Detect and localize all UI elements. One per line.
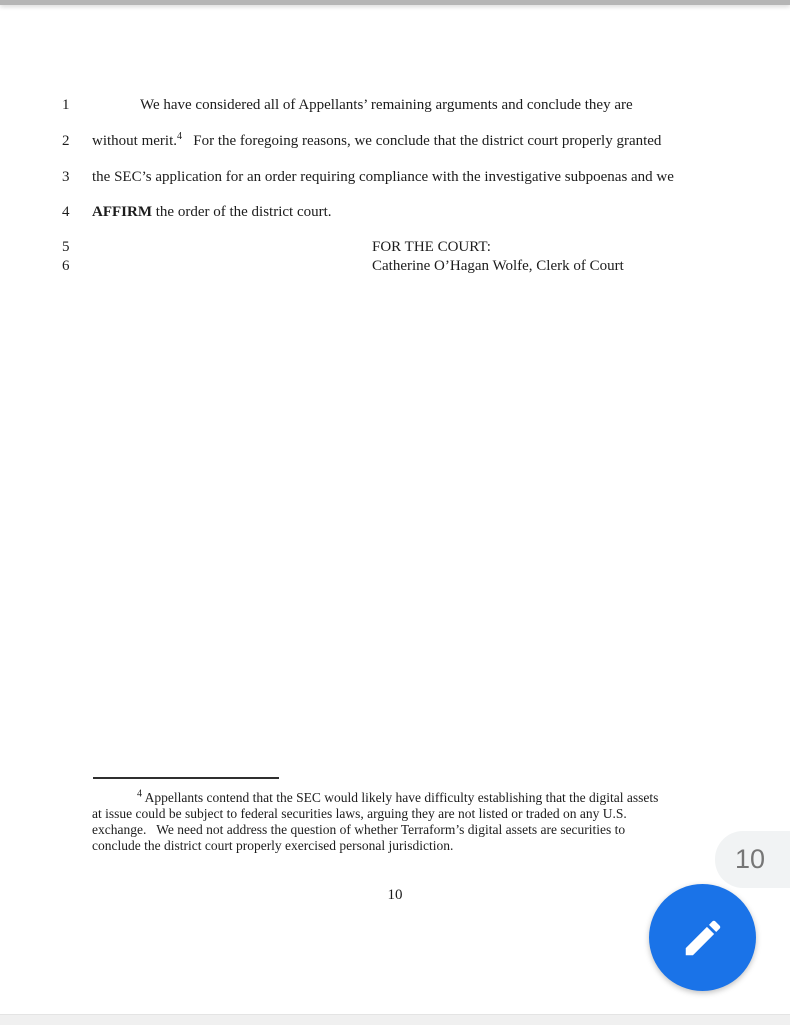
footnote-separator (93, 777, 279, 779)
line-number: 3 (62, 169, 70, 185)
body-text-line (92, 133, 661, 149)
page-indicator-label: 10 (734, 844, 766, 874)
body-text: For the foregoing reasons, we conclude that the district court properly granted (182, 133, 662, 149)
body-text-line: the SEC’s application for an order requiring compliance with the investigative subpoenas and we (92, 169, 674, 185)
body-text-line: We have considered all of Appellants’ remaining arguments and conclude they are (140, 97, 633, 113)
footnote-text: Appellants contend that the SEC would likely have difficulty establishing that the digital assets (142, 790, 659, 805)
pencil-icon (680, 915, 726, 961)
line-number: 5 (62, 239, 70, 255)
page-separator (0, 0, 790, 5)
body-text: the order of the district court. (152, 204, 332, 220)
line-number: 2 (62, 133, 70, 149)
footnote-line: exchange. We need not address the question of whether Terraform’s digital assets are securities to (92, 822, 626, 837)
footnote-line: at issue could be subject to federal securities laws, arguing they are not listed or traded on any U.S. (92, 806, 627, 821)
footnote-line: conclude the district court properly exercised personal jurisdiction. (92, 838, 454, 853)
edit-button[interactable] (649, 884, 756, 991)
court-block-line: FOR THE COURT: (372, 239, 491, 255)
line-number: 4 (62, 204, 70, 220)
viewer-bottom-strip (0, 1014, 790, 1025)
court-block-line: Catherine O’Hagan Wolfe, Clerk of Court (372, 258, 624, 274)
footnote-marker: 4 (137, 788, 142, 800)
affirm-text: AFFIRM (92, 204, 152, 220)
footnote-line (137, 790, 658, 806)
line-number: 1 (62, 97, 70, 113)
body-text-line (92, 204, 332, 220)
page-indicator-badge (715, 831, 790, 888)
line-number: 6 (62, 258, 70, 274)
footnote-reference: 4 (177, 131, 182, 142)
page-number: 10 (387, 887, 403, 903)
body-text: without merit. (92, 133, 177, 149)
